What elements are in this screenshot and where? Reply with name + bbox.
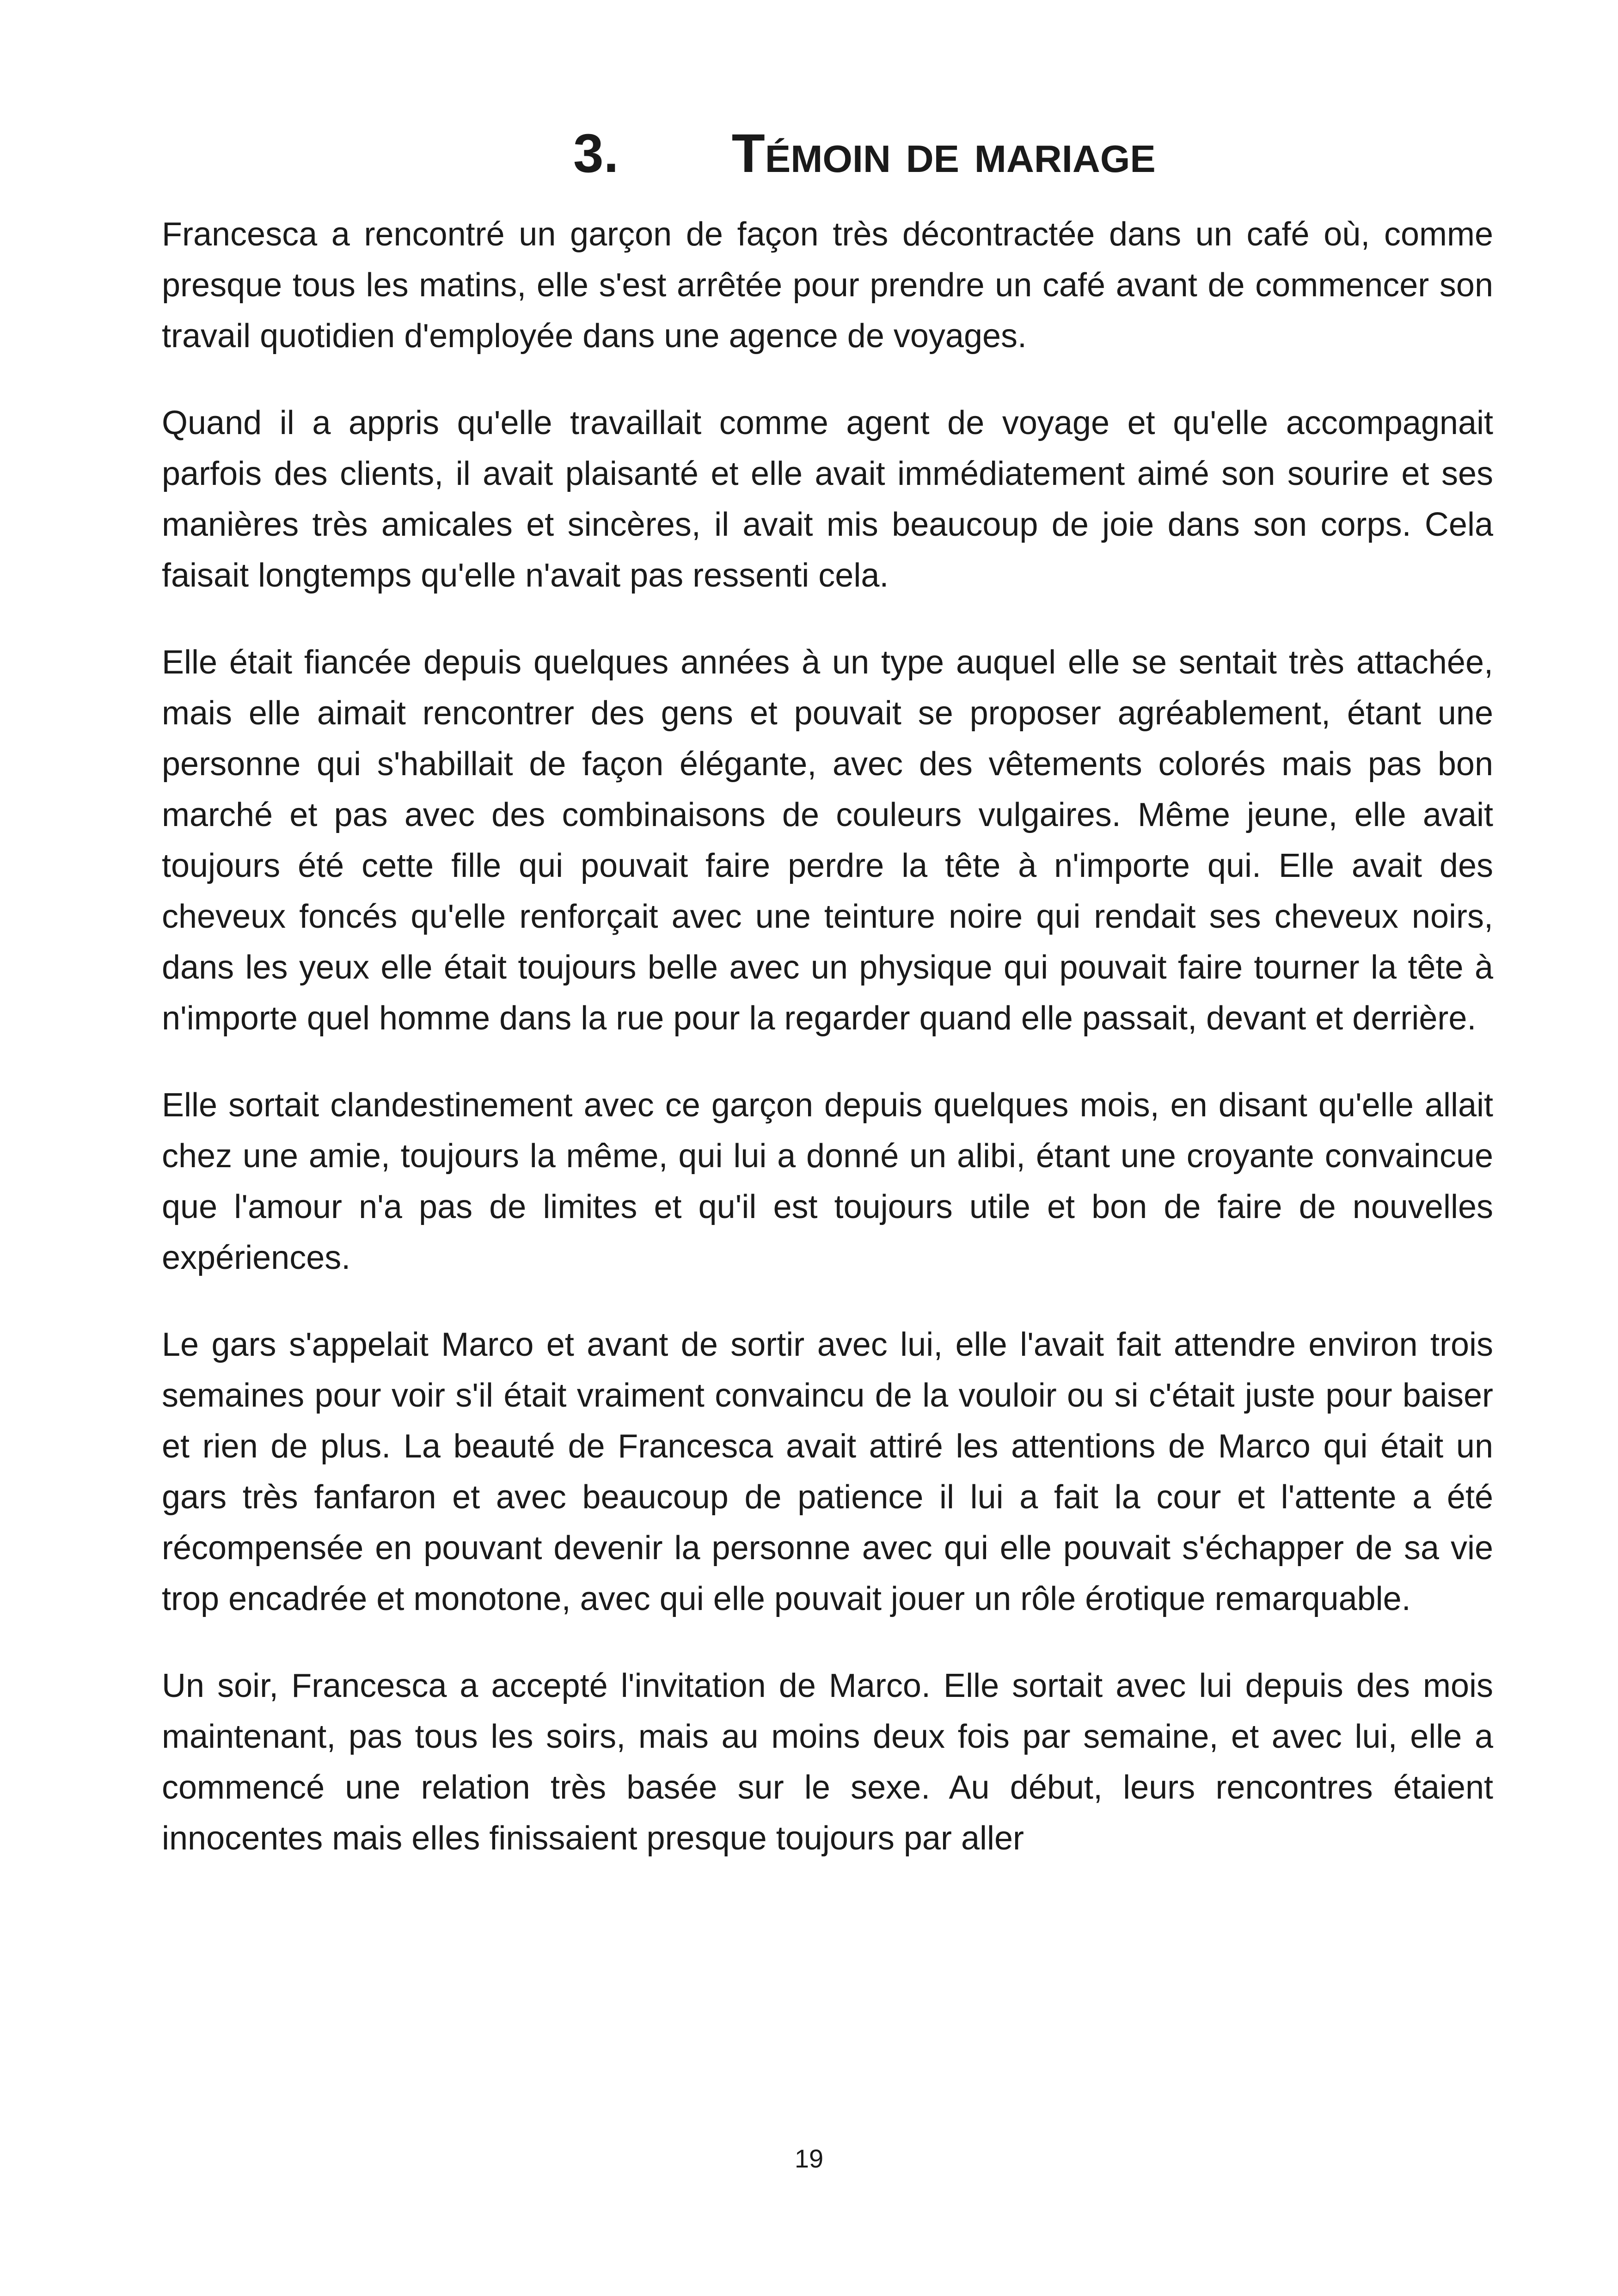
chapter-heading (573, 121, 1359, 186)
chapter-title: Témoin de mariage (731, 123, 1156, 184)
paragraph: Un soir, Francesca a accepté l'invitation de Marco. Elle sortait avec lui depuis des mois maintenant, pas tous les soirs, mais au moins deux fois par semaine, et avec lui, elle a commencé une relation très basée sur le sexe. Au début, leurs rencontres étaient innocentes mais elles finissaient presque toujours par aller (162, 1667, 1493, 1857)
page-number: 19 (794, 2144, 824, 2173)
paragraph: Quand il a appris qu'elle travaillait comme agent de voyage et qu'elle accompagnait parfois des clients, il avait plaisanté et elle avait immédiatement aimé son sourire et ses manières très amicales et sincères, il avait mis beaucoup de joie dans son corps. Cela faisait longtemps qu'elle n'avait pas ressenti cela. (162, 404, 1493, 594)
paragraph: Elle sortait clandestinement avec ce garçon depuis quelques mois, en disant qu'elle allait chez une amie, toujours la même, qui lui a donné un alibi, étant une croyante convaincue que l'amour n'a pas de limites et qu'il est toujours utile et bon de faire de nouvelles expériences. (162, 1087, 1493, 1276)
paragraph: Le gars s'appelait Marco et avant de sortir avec lui, elle l'avait fait attendre environ trois semaines pour voir s'il était vraiment convaincu de la vouloir ou si c'était juste pour baiser et rien de plus. La beauté de Francesca avait attiré les attentions de Marco qui était un gars très fanfaron et avec beaucoup de patience il lui a fait la cour et l'attente a été récompensée en pouvant devenir la personne avec qui elle pouvait s'échapper de sa vie trop encadrée et monotone, avec qui elle pouvait jouer un rôle érotique remarquable. (162, 1326, 1493, 1617)
chapter-body (162, 209, 1493, 2104)
chapter-number: 3. (573, 123, 619, 184)
paragraph: Francesca a rencontré un garçon de façon très décontractée dans un café où, comme presque tous les matins, elle s'est arrêtée pour prendre un café avant de commencer son travail quotidien d'employée dans une agence de voyages. (162, 216, 1493, 355)
paragraph: Elle était fiancée depuis quelques années à un type auquel elle se sentait très attachée, mais elle aimait rencontrer des gens et pouvait se proposer agréablement, étant une personne qui s'habillait de façon élégante, avec des vêtements colorés mais pas bon marché et pas avec des combinaisons de couleurs vulgaires. Même jeune, elle avait toujours été cette fille qui pouvait faire perdre la tête à n'importe qui. Elle avait des cheveux foncés qu'elle renforçait avec une teinture noire qui rendait ses cheveux noirs, dans les yeux elle était toujours belle avec un physique qui pouvait faire tourner la tête à n'importe quel homme dans la rue pour la regarder quand elle passait, devant et derrière. (162, 644, 1493, 1037)
